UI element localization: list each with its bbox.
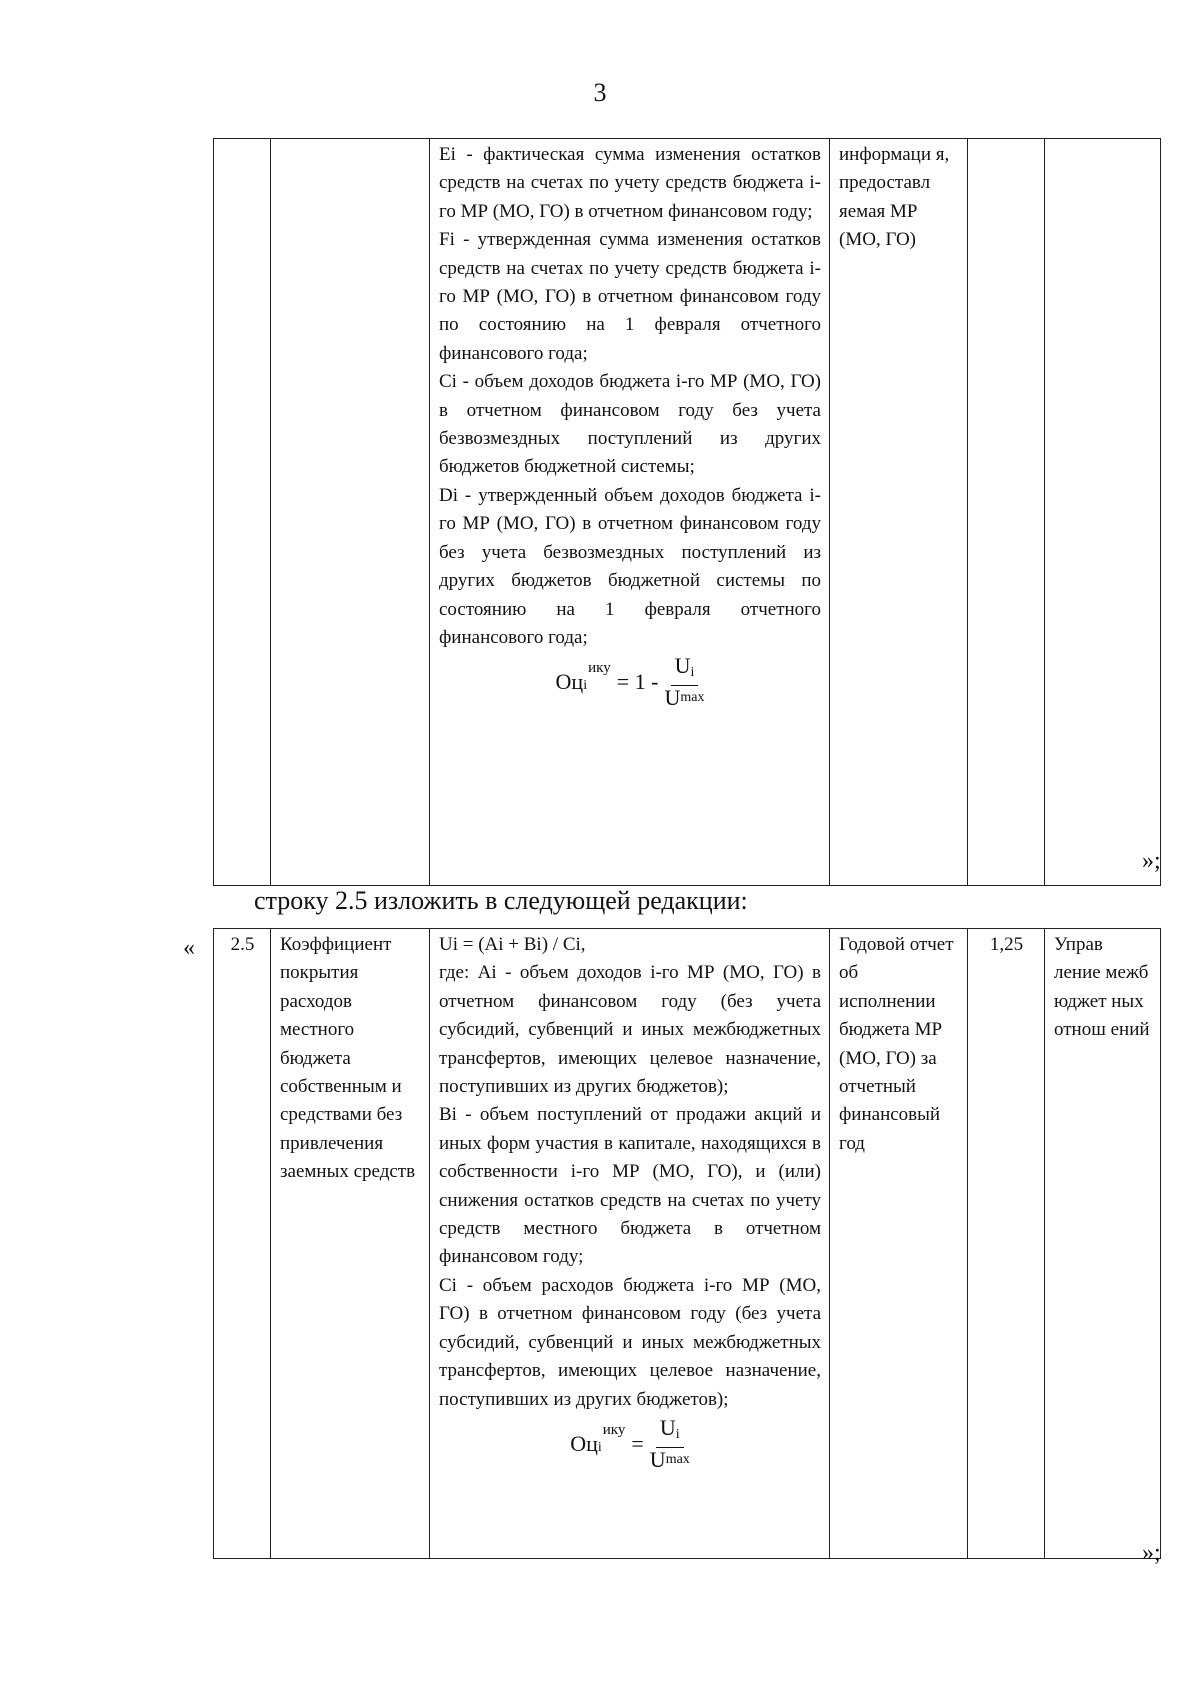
indicator-table-row-2-5 [213,928,1161,1559]
paragraph-bi: Bi - объем поступлений от продажи акций и иных форм участия в капитале, находящихся в собственности i-го МР (МО, ГО), и (или) снижения остатков средств на счетах по учету средств местного бюджета в отчетном финансовом году; [439,1104,821,1268]
fraction-denominator: $U^{max}$ [649,1446,690,1472]
fraction-numerator: $U_i$ [671,654,699,686]
paragraph-ei: Ei - фактическая сумма изменения остатков средств на счетах по учету средств бюджета i-го МР (МО, ГО) в отчетном финансовом году; [439,144,821,222]
cell-formula-description [430,139,830,886]
formula-lhs: Оц [555,669,584,695]
formula-lhs-sub: i [597,1439,602,1455]
page-number: 3 [593,78,607,107]
formula-lhs-sup: ику [602,1421,626,1438]
fraction-numerator: $U_i$ [656,1416,684,1448]
formula-oc-bottom [439,1416,821,1472]
cell-indicator-name: Коэффициент покрытия расходов местного бюджета собственным и средствами без привлечения заемных средств [271,929,430,1559]
cell-data-source: информаци я, предоставл яемая МР (МО, ГО) [830,139,968,886]
formula-ui-line: Ui = (Ai + Bi) / Ci, [439,934,586,955]
cell-number [214,139,271,886]
cell-responsible [1045,139,1161,886]
amendment-intro: строку 2.5 изложить в следующей редакции: [254,886,748,915]
closing-quote-bottom: »; [1142,1540,1161,1566]
indicator-table-continuation [213,138,1161,886]
cell-data-source: Годовой отчет об исполнении бюджета МР (МО, ГО) за отчетный финансовый год [830,929,968,1559]
formula-lhs-sup: ику [588,660,611,677]
closing-quote-top: »; [1142,848,1161,874]
formula-oc-top [439,654,821,710]
formula-lhs: Оц [570,1430,598,1456]
formula-lhs-sub: i [583,678,588,694]
formula-fraction [664,654,704,710]
paragraph-ai: где: Ai - объем доходов i-го МР (МО, ГО) в отчетном финансовом году (без учета субсидий, субвенций и иных межбюджетных трансфертов, имеющих целевое назначение, поступивших из других бюджетов); [439,962,821,1098]
cell-weight [968,139,1045,886]
cell-number: 2.5 [214,929,271,1559]
fraction-denominator: $U^{max}$ [664,685,705,711]
cell-indicator-name [271,139,430,886]
formula-rhs-prefix: = [631,1430,644,1456]
cell-responsible: Управ ление межб юджет ных отнош ений [1045,929,1161,1559]
paragraph-ci: Ci - объем доходов бюджета i-го МР (МО, ГО) в отчетном финансовом году без учета безвозмездных поступлений из других бюджетов бюджетной системы; [439,371,821,478]
paragraph-di: Di - утвержденный объем доходов бюджета i-го МР (МО, ГО) в отчетном финансовом году без учета безвозмездных поступлений из других бюджетов бюджетной системы по состоянию на 1 февраля отчетного финансового года; [439,484,821,648]
formula-rhs-prefix: = 1 - [616,669,659,695]
opening-quote: « [183,935,195,961]
paragraph-ci: Ci - объем расходов бюджета i-го МР (МО, ГО) в отчетном финансовом году (без учета субсидий, субвенций и иных межбюджетных трансфертов, имеющих целевое назначение, поступивших из других бюджетов); [439,1274,821,1410]
paragraph-fi: Fi - утвержденная сумма изменения остатков средств на счетах по учету средств бюджета i-го МР (МО, ГО) в отчетном финансовом году по состоянию на 1 февраля отчетного финансового года; [439,229,821,364]
formula-fraction [650,1416,690,1472]
cell-formula-description [430,929,830,1559]
cell-weight: 1,25 [968,929,1045,1559]
